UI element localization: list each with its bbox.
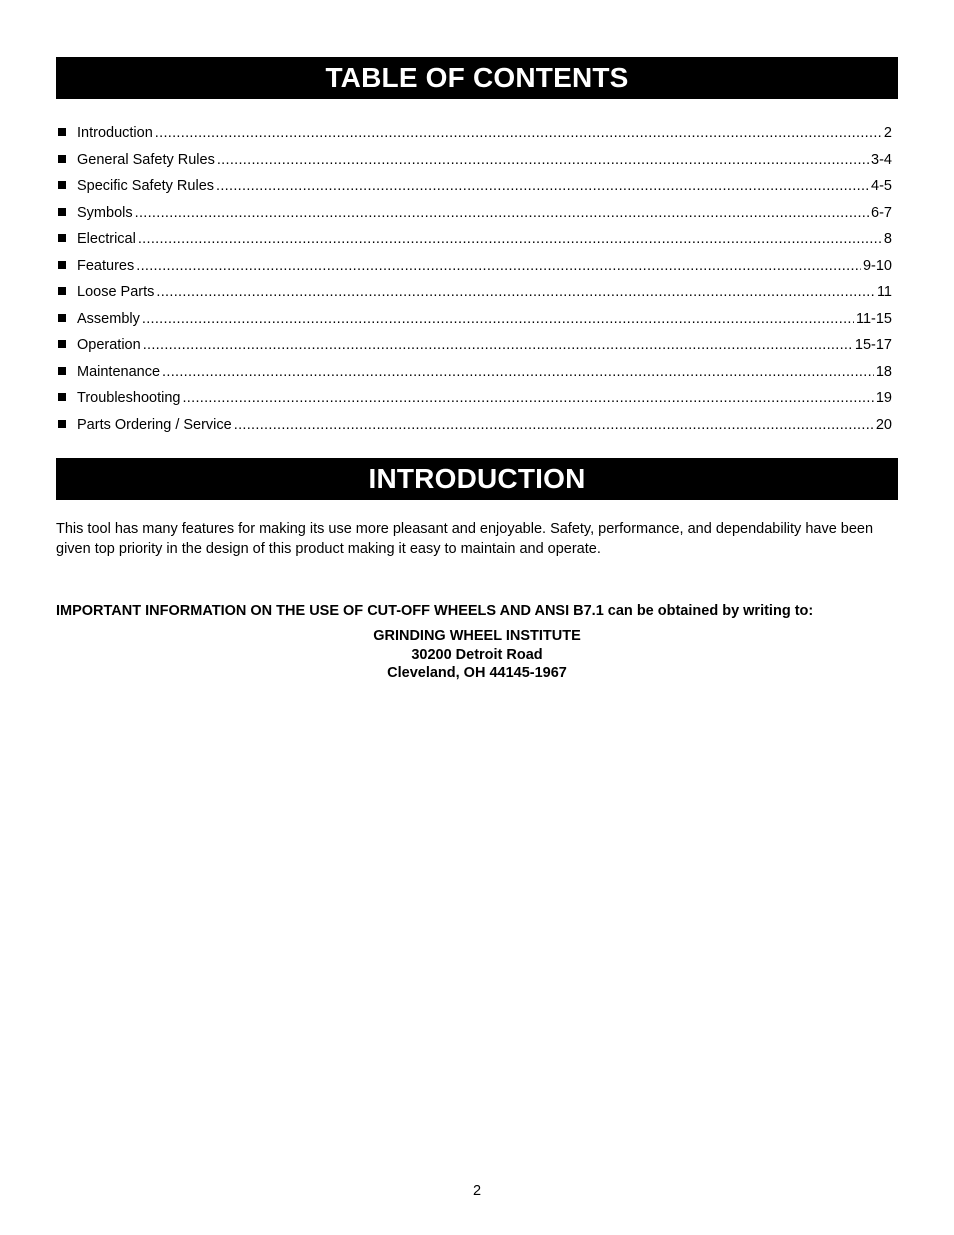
- toc-item-page: 20: [875, 416, 892, 433]
- toc-item-page: 19: [875, 390, 892, 406]
- dot-leader: [136, 253, 861, 280]
- important-notice: IMPORTANT INFORMATION ON THE USE OF CUT-OFF WHEELS AND ANSI B7.1 can be obtained by writing to:: [56, 603, 814, 619]
- toc-item-parts-ordering-service: [56, 412, 892, 439]
- toc-item-label: General Safety Rules: [77, 151, 215, 168]
- dot-leader: [142, 306, 854, 333]
- address-line-street: 30200 Detroit Road: [411, 646, 543, 663]
- square-bullet-icon: [58, 155, 66, 163]
- dot-leader: [182, 385, 873, 412]
- toc-item-page: 15-17: [854, 337, 892, 353]
- dot-leader: [217, 147, 869, 174]
- toc-item-specific-safety-rules: [56, 173, 892, 200]
- toc-item-page: 6-7: [871, 204, 892, 221]
- address-line-name: GRINDING WHEEL INSTITUTE: [373, 628, 581, 644]
- toc-item-general-safety-rules: [56, 147, 892, 174]
- address-line-city: Cleveland, OH 44145-1967: [387, 665, 567, 681]
- introduction-heading: INTRODUCTION: [56, 458, 898, 500]
- square-bullet-icon: [58, 261, 66, 269]
- square-bullet-icon: [58, 420, 66, 428]
- toc-item-page: 11-15: [855, 310, 892, 327]
- toc-item-label: Symbols: [77, 204, 133, 221]
- dot-leader: [143, 332, 853, 359]
- introduction-body: This tool has many features for making its use more pleasant and enjoyable. Safety, performance, and dependability have been given top priority in the design of this product making it easy to maintain and operate.: [56, 521, 874, 557]
- square-bullet-icon: [58, 234, 66, 242]
- toc-item-label: Assembly: [77, 310, 140, 327]
- toc-item-label: Maintenance: [77, 363, 161, 380]
- toc-item-loose-parts: [56, 279, 892, 306]
- dot-leader: [135, 200, 869, 227]
- square-bullet-icon: [58, 367, 66, 375]
- toc-item-operation: [56, 332, 892, 359]
- toc-item-label: Operation: [77, 337, 141, 353]
- toc-item-page: 11: [876, 284, 892, 300]
- toc-item-label: Parts Ordering / Service: [77, 416, 232, 433]
- toc-item-page: 2: [883, 125, 892, 141]
- square-bullet-icon: [58, 208, 66, 216]
- toc-item-introduction: [56, 120, 892, 147]
- toc-item-page: 8: [883, 231, 892, 247]
- square-bullet-icon: [58, 340, 66, 348]
- square-bullet-icon: [58, 181, 66, 189]
- toc-item-maintenance: [56, 359, 892, 386]
- toc-item-label: Electrical: [77, 231, 136, 247]
- institute-address: [56, 627, 898, 683]
- toc-heading: TABLE OF CONTENTS: [56, 57, 898, 99]
- square-bullet-icon: [58, 287, 66, 295]
- toc-item-features: [56, 253, 892, 280]
- dot-leader: [234, 412, 874, 439]
- dot-leader: [216, 173, 869, 200]
- square-bullet-icon: [58, 393, 66, 401]
- toc-item-label: Loose Parts: [77, 284, 155, 300]
- toc-item-label: Features: [77, 257, 135, 274]
- toc-item-label: Introduction: [77, 125, 153, 141]
- toc-item-label: Troubleshooting: [77, 390, 181, 406]
- toc-item-symbols: [56, 200, 892, 227]
- page-number: 2: [472, 1183, 482, 1199]
- toc-item-assembly: [56, 306, 892, 333]
- toc-list: [56, 120, 892, 438]
- dot-leader: [156, 279, 875, 306]
- toc-item-page: 18: [875, 363, 892, 380]
- toc-item-troubleshooting: [56, 385, 892, 412]
- toc-item-electrical: [56, 226, 892, 253]
- square-bullet-icon: [58, 128, 66, 136]
- toc-item-page: 9-10: [862, 257, 892, 274]
- toc-item-page: 3-4: [871, 151, 892, 168]
- square-bullet-icon: [58, 314, 66, 322]
- toc-item-page: 4-5: [871, 178, 892, 194]
- dot-leader: [155, 120, 882, 147]
- toc-item-label: Specific Safety Rules: [77, 178, 215, 194]
- dot-leader: [162, 359, 874, 386]
- dot-leader: [138, 226, 882, 253]
